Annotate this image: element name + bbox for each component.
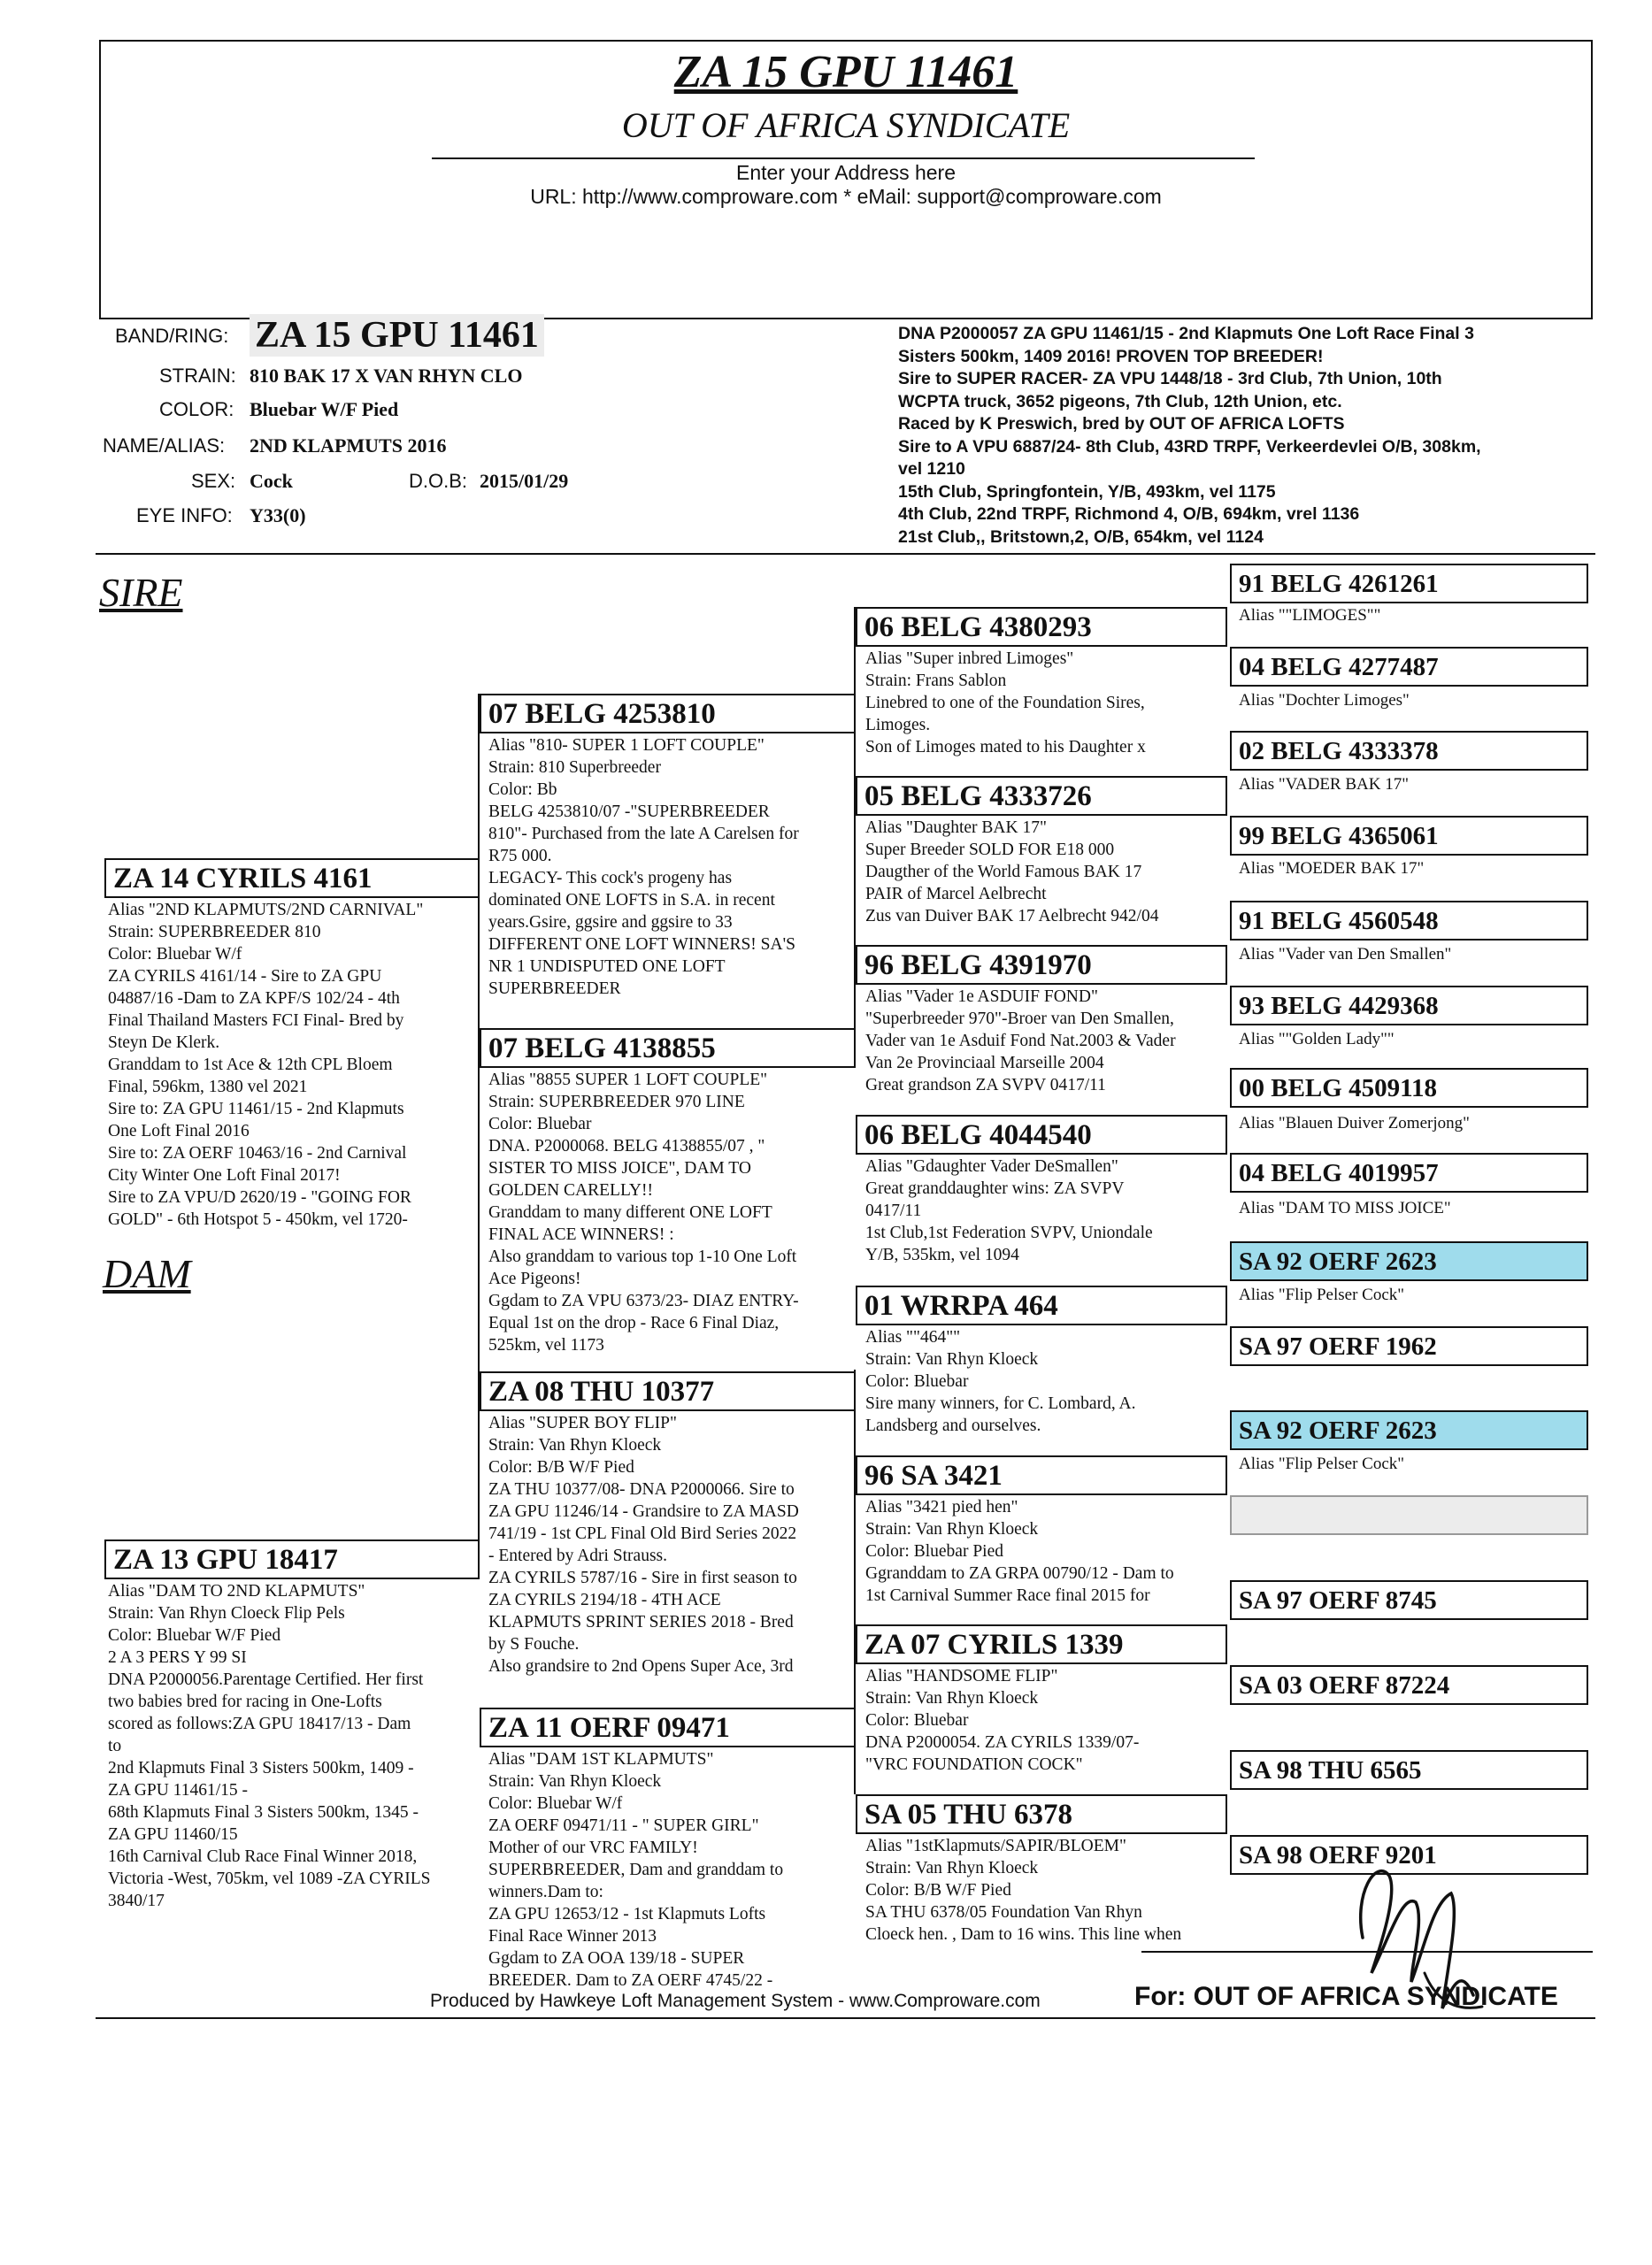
gen3-ring-2: 05 BELG 4333726 (856, 776, 1227, 816)
dam-description: Alias "DAM TO 2ND KLAPMUTS" Strain: Van Rhyn Cloeck Flip Pels Color: Bluebar W/F Pied 2 A 3 PERS Y 99 SI DNA P2000056.Parentage Certified. Her first two babies bred for racing in One-Lofts scored as follows:ZA GPU 18417/13 - Dam to 2nd Klapmuts Final 3 Sisters 500km, 1409 - ZA GPU 11461/15 - 68th Klapmuts Final 3 Sisters 500km, 1345 - ZA GPU 11460/15 16th Carnival Club Race Final Winner 2018, Victoria -West, 705km, vel 1089 -ZA CYRILS 3840/17 (108, 1582, 431, 1910)
color-label: COLOR: (159, 398, 234, 420)
header-divider (432, 157, 1255, 159)
gen4-ring-11: SA 92 OERF 2623 (1230, 1410, 1588, 1450)
color-value: Bluebar W/F Pied (250, 398, 399, 420)
ring-value: ZA 15 GPU 11461 (250, 314, 544, 357)
sire-dam-description: Alias "8855 SUPER 1 LOFT COUPLE" Strain: SUPERBREEDER 970 LINE Color: Bluebar DNA. P2000068. BELG 4138855/07 , " SISTER TO MISS JOICE", DAM TO GOLDEN CARELLY!! Granddam to many different ONE LOFT FINAL ACE WINNERS! : Also granddam to various top 1-10 One Loft Ace Pigeons! Ggdam to ZA VPU 6373/23- DIAZ ENTRY- Equal 1st on the drop - Race 6 Final Diaz, 525km, vel 1173 (488, 1071, 799, 1355)
sex-label: SEX: (191, 470, 236, 492)
eye-label: EYE INFO: (136, 504, 233, 526)
footer-produced-by: Produced by Hawkeye Loft Management System - www.Comproware.com (430, 1991, 1041, 2011)
gen3-ring-5: 01 WRRPA 464 (856, 1286, 1227, 1325)
gen3-description-8: Alias "1stKlapmuts/SAPIR/BLOEM" Strain: Van Rhyn Kloeck Color: B/B W/F Pied SA THU 6378/05 Foundation Van Rhyn Cloeck hen. , Dam to 16 wins. This line when (865, 1837, 1182, 1944)
gen4-ring-10: SA 97 OERF 1962 (1230, 1326, 1588, 1366)
strain-value: 810 BAK 17 X VAN RHYN CLO (250, 365, 523, 387)
dam-dam-description: Alias "DAM 1ST KLAPMUTS" Strain: Van Rhyn Kloeck Color: Bluebar W/f ZA OERF 09471/11 - " SUPER GIRL" Mother of our VRC FAMILY! SUPERBREEDER, Dam and granddam to winners.Dam to: ZA GPU 12653/12 - 1st Klapmuts Lofts Final Race Winner 2013 Ggdam to ZA OOA 139/18 - SUPER BREEDER. Dam to ZA OERF 4745/22 - (488, 1750, 784, 1990)
sire-ring: ZA 14 CYRILS 4161 (104, 858, 480, 898)
dob-value: 2015/01/29 (480, 470, 569, 492)
gen3-description-5: Alias ""464"" Strain: Van Rhyn Kloeck Color: Bluebar Sire many winners, for C. Lombard, A. Landsberg and ourselves. (865, 1328, 1136, 1435)
gen4-ring-9: SA 92 OERF 2623 (1230, 1241, 1588, 1281)
gen3-description-7: Alias "HANDSOME FLIP" Strain: Van Rhyn Kloeck Color: Bluebar DNA P2000054. ZA CYRILS 1339/07- "VRC FOUNDATION COCK" (865, 1667, 1140, 1774)
name-value: 2ND KLAPMUTS 2016 (250, 434, 447, 457)
dam-ring: ZA 13 GPU 18417 (104, 1539, 480, 1579)
gen4-alias-2: Alias "Dochter Limoges" (1239, 691, 1410, 710)
gen4-ring-8: 04 BELG 4019957 (1230, 1153, 1588, 1193)
dam-label: DAM (103, 1251, 191, 1296)
gen4-alias-1: Alias ""LIMOGES"" (1239, 606, 1381, 625)
gen3-ring-6: 96 SA 3421 (856, 1455, 1227, 1495)
gen3-description-4: Alias "Gdaughter Vader DeSmallen" Great granddaughter wins: ZA SVPV 0417/11 1st Club,1st Federation SVPV, Uniondale Y/B, 535km, vel 1094 (865, 1157, 1153, 1264)
gen4-alias-11: Alias "Flip Pelser Cock" (1239, 1455, 1405, 1473)
owner-name: OUT OF AFRICA SYNDICATE (621, 105, 1071, 145)
dam-sire-description: Alias "SUPER BOY FLIP" Strain: Van Rhyn Kloeck Color: B/B W/F Pied ZA THU 10377/08- DNA P2000066. Sire to ZA GPU 11246/14 - Grandsire to ZA MASD 741/19 - 1st CPL Final Old Bird Series 2022 - Entered by Adri Strauss. ZA CYRILS 5787/16 - Sire in first season to ZA CYRILS 2194/18 - 4TH ACE KLAPMUTS SPRINT SERIES 2018 - Bred by S Fouche. Also grandsire to 2nd Opens Super Ace, 3rd (488, 1414, 799, 1676)
gen3-ring-8: SA 05 THU 6378 (856, 1794, 1227, 1834)
sire-description: Alias "2ND KLAPMUTS/2ND CARNIVAL" Strain: SUPERBREEDER 810 Color: Bluebar W/f ZA CYRILS 4161/14 - Sire to ZA GPU 04887/16 -Dam to ZA KPF/S 102/24 - 4th Final Thailand Masters FCI Final- Bred by Steyn De Klerk. Granddam to 1st Ace & 12th CPL Bloem Final, 596km, 1380 vel 2021 Sire to: ZA GPU 11461/15 - 2nd Klapmuts One Loft Final 2016 Sire to: ZA OERF 10463/16 - 2nd Carnival City Winter One Loft Final 2017! Sire to ZA VPU/D 2620/19 - "GOING FOR GOLD" - 6th Hotspot 5 - 450km, vel 1720- (108, 901, 424, 1229)
owner-address: Enter your Address here (735, 161, 957, 184)
gen4-ring-1: 91 BELG 4261261 (1230, 564, 1588, 603)
gen4-ring-15: SA 98 THU 6565 (1230, 1750, 1588, 1790)
strain-label: STRAIN: (159, 365, 236, 387)
gen3-description-3: Alias "Vader 1e ASDUIF FOND" "Superbreeder 970"-Broer van Den Smallen, Vader van 1e Asduif Fond Nat.2003 & Vader Van 2e Provinciaal Marseille 2004 Great grandson ZA SVPV 0417/11 (865, 987, 1176, 1094)
signature-line (1141, 1951, 1593, 1953)
gen3-ring-4: 06 BELG 4044540 (856, 1115, 1227, 1155)
gen4-ring-6: 93 BELG 4429368 (1230, 986, 1588, 1025)
gen4-ring-7: 00 BELG 4509118 (1230, 1068, 1588, 1108)
gen4-alias-5: Alias "Vader van Den Smallen" (1239, 945, 1452, 964)
gen4-alias-9: Alias "Flip Pelser Cock" (1239, 1286, 1405, 1304)
name-label: NAME/ALIAS: (103, 434, 226, 457)
gen3-ring-3: 96 BELG 4391970 (856, 945, 1227, 985)
dam-dam-ring: ZA 11 OERF 09471 (480, 1708, 856, 1747)
gen4-ring-16: SA 98 OERF 9201 (1230, 1835, 1588, 1875)
gen4-alias-6: Alias ""Golden Lady"" (1239, 1030, 1395, 1048)
pedigree-title: ZA 15 GPU 11461 (673, 47, 1018, 97)
gen4-ring-2: 04 BELG 4277487 (1230, 647, 1588, 687)
gen4-alias-4: Alias "MOEDER BAK 17" (1239, 859, 1425, 878)
sire-dam-ring: 07 BELG 4138855 (480, 1028, 856, 1068)
footer-divider (96, 2017, 1595, 2019)
dna-info: DNA P2000057 ZA GPU 11461/15 - 2nd Klapmuts One Loft Race Final 3 Sisters 500km, 1409 2016! PROVEN TOP BREEDER! Sire to SUPER RACER- ZA VPU 1448/18 - 3rd Club, 7th Union, 10th WCPTA truck, 3652 pigeons, 7th Club, 12th Union, etc. Raced by K Preswich, bred by OUT OF AFRICA LOFTS Sire to A VPU 6887/24- 8th Club, 43RD TRPF, Verkeerdevlei O/B, 308km, vel 1210 15th Club, Springfontein, Y/B, 493km, vel 1175 4th Club, 22nd TRPF, Richmond 4, O/B, 694km, vrel 1136 21st Club,, Britstown,2, O/B, 654km, vel 1124 (898, 324, 1481, 547)
gen4-ring-3: 02 BELG 4333378 (1230, 731, 1588, 771)
gen4-ring-12 (1230, 1495, 1588, 1535)
gen4-ring-4: 99 BELG 4365061 (1230, 816, 1588, 856)
gen3-ring-7: ZA 07 CYRILS 1339 (856, 1624, 1227, 1664)
gen3-description-6: Alias "3421 pied hen" Strain: Van Rhyn Kloeck Color: Bluebar Pied Ggranddam to ZA GRPA 00790/12 - Dam to 1st Carnival Summer Race final 2015 for (865, 1498, 1174, 1605)
footer-for: For: OUT OF AFRICA SYNDICATE (1134, 1982, 1558, 2011)
sire-sire-ring: 07 BELG 4253810 (480, 694, 856, 733)
gen3-description-1: Alias "Super inbred Limoges" Strain: Frans Sablon Linebred to one of the Foundation Sires, Limoges. Son of Limoges mated to his Daughter x (865, 649, 1146, 756)
gen4-alias-8: Alias "DAM TO MISS JOICE" (1239, 1199, 1451, 1217)
gen3-ring-1: 06 BELG 4380293 (856, 607, 1227, 647)
gen4-ring-5: 91 BELG 4560548 (1230, 901, 1588, 941)
ring-label: BAND/RING: (115, 325, 229, 347)
dam-sire-ring: ZA 08 THU 10377 (480, 1371, 856, 1411)
gen4-alias-3: Alias "VADER BAK 17" (1239, 775, 1409, 794)
details-divider (96, 553, 1595, 555)
sex-value: Cock (250, 470, 293, 492)
owner-contact: URL: http://www.comproware.com * eMail: support@comproware.com (530, 185, 1162, 208)
gen4-alias-7: Alias "Blauen Duiver Zomerjong" (1239, 1114, 1470, 1132)
dob-label: D.O.B: (409, 470, 468, 492)
gen4-ring-14: SA 03 OERF 87224 (1230, 1665, 1588, 1705)
eye-value: Y33(0) (250, 504, 306, 526)
sire-sire-description: Alias "810- SUPER 1 LOFT COUPLE" Strain: 810 Superbreeder Color: Bb BELG 4253810/07 -"SUPERBREEDER 810"- Purchased from the late A Carelsen for R75 000. LEGACY- This cock's progeny has dominated ONE LOFTS in S.A. in recent years.Gsire, ggsire and ggsire to 33 DIFFERENT ONE LOFT WINNERS! SA'S NR 1 UNDISPUTED ONE LOFT SUPERBREEDER (488, 736, 799, 998)
gen3-description-2: Alias "Daughter BAK 17" Super Breeder SOLD FOR E18 000 Daugther of the World Famous BAK 17 PAIR of Marcel Aelbrecht Zus van Duiver BAK 17 Aelbrecht 942/04 (865, 818, 1159, 925)
sire-label: SIRE (99, 570, 183, 615)
gen4-ring-13: SA 97 OERF 8745 (1230, 1580, 1588, 1620)
